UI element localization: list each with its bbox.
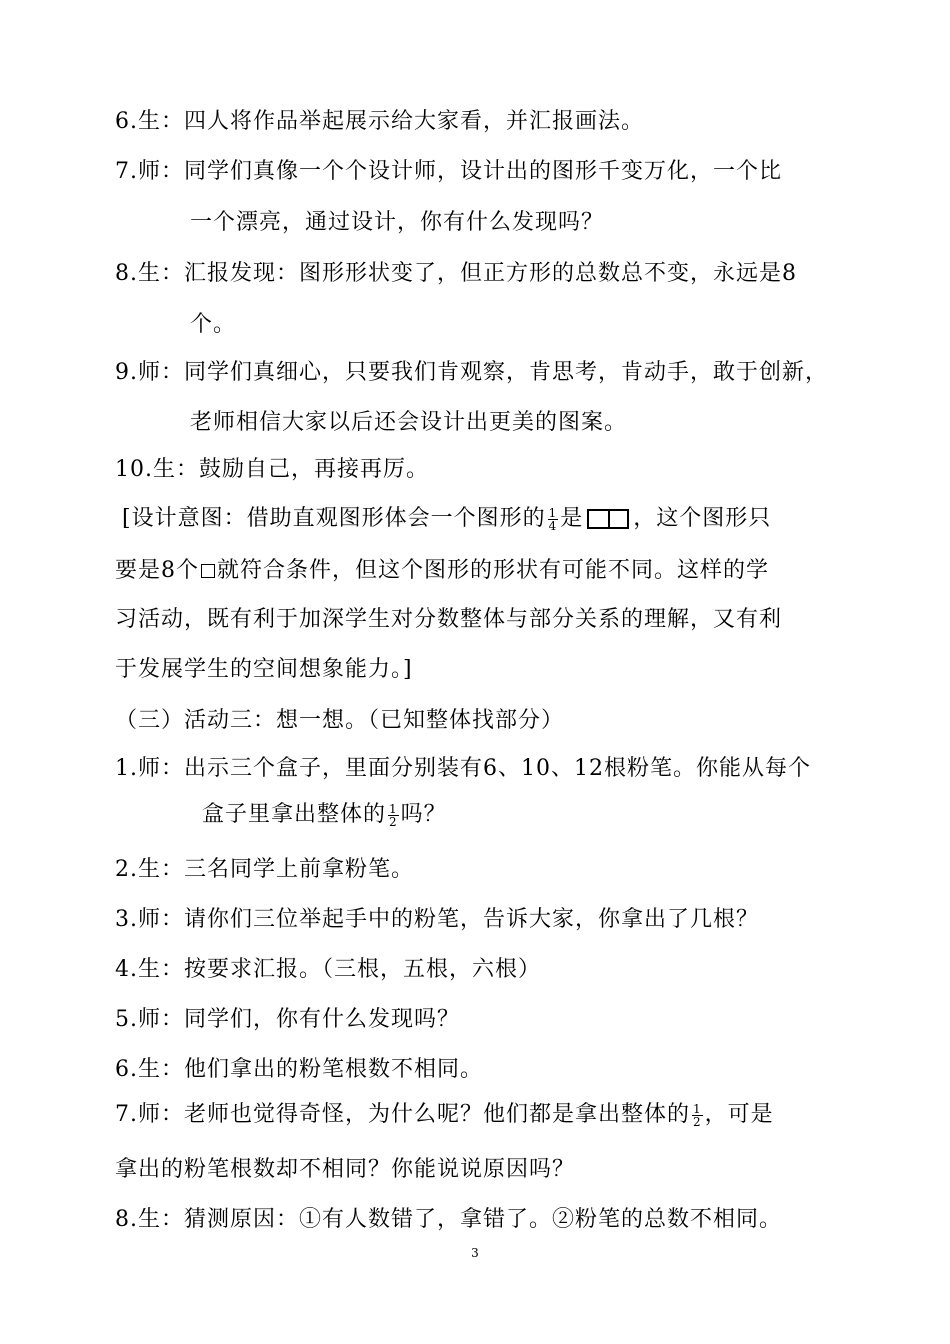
fraction-numerator: 1	[693, 1101, 702, 1116]
fraction-denominator: 2	[693, 1114, 702, 1129]
page-number: 3	[471, 1246, 479, 1260]
design-intent-line	[122, 504, 771, 534]
design-intent-text: 是	[560, 506, 584, 531]
fraction-denominator: 2	[389, 814, 398, 829]
fraction-one-half	[692, 1103, 703, 1128]
fraction-numerator: 1	[389, 801, 398, 816]
dialogue-line: 一个漂亮，通过设计，你有什么发现吗？	[190, 210, 605, 235]
fraction-one-quarter	[548, 507, 559, 532]
design-intent-text: ，这个图形只	[633, 506, 772, 531]
dialogue-line: 拿出的粉笔根数却不相同？你能说说原因吗？	[115, 1157, 576, 1182]
dialogue-text: 吗？	[400, 802, 447, 827]
dialogue-line: 8.生：汇报发现：图形形状变了，但正方形的总数总不变，永远是8	[115, 261, 797, 286]
dialogue-line: 9.师：同学们真细心，只要我们肯观察，肯思考，肯动手，敢于创新，	[115, 360, 828, 385]
design-intent-text: 要是8个	[115, 558, 199, 583]
dialogue-text: 盒子里拿出整体的	[202, 802, 387, 827]
two-squares-figure	[587, 509, 629, 529]
dialogue-line: 5.师：同学们，你有什么发现吗？	[115, 1007, 460, 1032]
dialogue-line: 6.生：他们拿出的粉笔根数不相同。	[115, 1057, 483, 1082]
dialogue-line: 6.生：四人将作品举起展示给大家看，并汇报画法。	[115, 109, 644, 134]
square-icon	[201, 564, 215, 578]
dialogue-line: 4.生：按要求汇报。（三根，五根，六根）	[115, 957, 541, 982]
dialogue-line	[115, 1100, 774, 1130]
design-intent-text: 就符合条件，但这个图形的形状有可能不同。这样的学	[217, 558, 770, 583]
fraction-one-half	[388, 803, 399, 828]
fraction-denominator: 4	[548, 518, 558, 533]
design-intent-text: [设计意图：借助直观图形体会一个图形的	[122, 506, 546, 531]
dialogue-line	[202, 800, 447, 830]
dialogue-line: 7.师：同学们真像一个个设计师，设计出的图形千变万化，一个比	[115, 159, 782, 184]
dialogue-line: 老师相信大家以后还会设计出更美的图案。	[190, 410, 628, 435]
dialogue-line: 1.师：出示三个盒子，里面分别装有6、10、12根粉笔。你能从每个	[115, 756, 811, 781]
design-intent-line	[115, 556, 769, 586]
design-intent-line: 于发展学生的空间想象能力。]	[115, 657, 413, 682]
dialogue-text: 7.师：老师也觉得奇怪，为什么呢？他们都是拿出整体的	[115, 1102, 690, 1127]
fraction-numerator: 1	[548, 505, 558, 520]
dialogue-line: 个。	[190, 312, 237, 337]
dialogue-line: 3.师：请你们三位举起手中的粉笔，告诉大家，你拿出了几根？	[115, 907, 759, 932]
dialogue-text: ，可是	[704, 1102, 774, 1127]
dialogue-line: 8.生：猜测原因：①有人数错了，拿错了。②粉笔的总数不相同。	[115, 1207, 782, 1232]
dialogue-line: 10.生：鼓励自己，再接再厉。	[115, 457, 429, 482]
dialogue-line: 2.生：三名同学上前拿粉笔。	[115, 857, 414, 882]
design-intent-line: 习活动，既有利于加深学生对分数整体与部分关系的理解，又有利	[115, 607, 783, 632]
section-heading: （三）活动三：想一想。（已知整体找部分）	[115, 708, 565, 733]
